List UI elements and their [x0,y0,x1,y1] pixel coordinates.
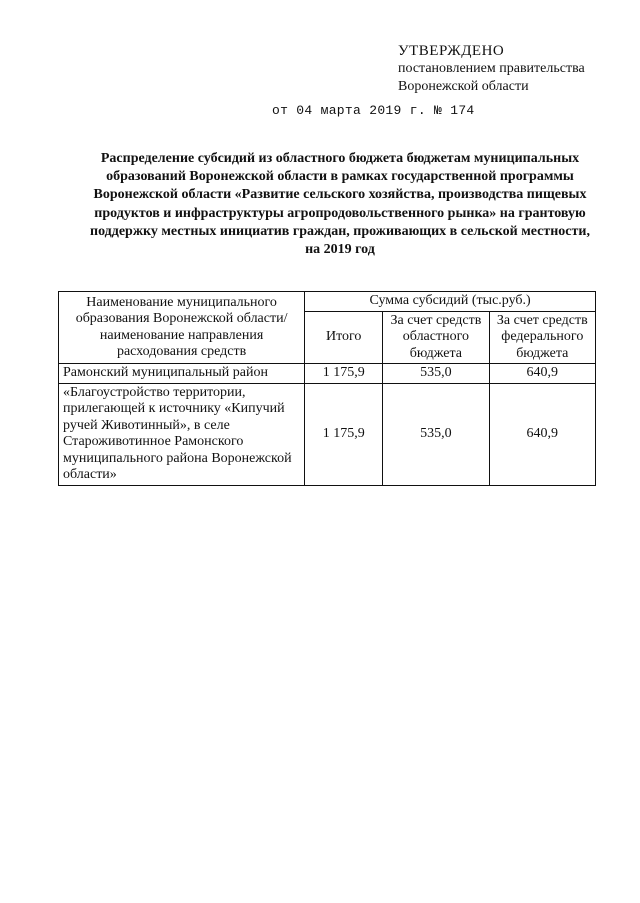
table-header-row [59,292,596,312]
table-row [59,383,596,485]
document-title: Распределение субсидий из областного бюджета бюджетам муниципальных образований Воронежской области в рамках государственной программы Воронежской области «Развитие сельского хозяйства, производства пищевых продуктов и инфраструктуры агропродовольственного рынка» на грантовую поддержку местных инициатив граждан, проживающих в сельской местности, на 2019 год [90,151,590,258]
row-federal: 640,9 [489,383,595,485]
header-regional: За счет средств областного бюджета [383,311,489,364]
approved-label: УТВЕРЖДЕНО [398,43,505,59]
row-federal: 640,9 [489,364,595,384]
row-regional: 535,0 [383,364,489,384]
header-federal: За счет средств федерального бюджета [489,311,595,364]
approval-block [398,42,585,96]
approval-line-1: постановлением правительства [398,61,585,76]
subsidy-table [58,291,596,486]
row-regional: 535,0 [383,383,489,485]
row-total: 1 175,9 [305,383,383,485]
row-total: 1 175,9 [305,364,383,384]
header-name: Наименование муниципального образования Воронежской области/наименование направления расходования средств [59,292,305,364]
header-total: Итого [305,311,383,364]
approval-line-2: Воронежской области [398,79,529,94]
table-row [59,364,596,384]
decree-reference: от 04 марта 2019 г. № 174 [272,103,475,118]
row-name: Рамонский муниципальный район [59,364,305,384]
header-sum: Сумма субсидий (тыс.руб.) [305,292,596,312]
row-name: «Благоустройство территории, прилегающей к источнику «Кипучий ручей Животинный», в селе Староживотинное Рамонского муниципального района Воронежской области» [59,383,305,485]
